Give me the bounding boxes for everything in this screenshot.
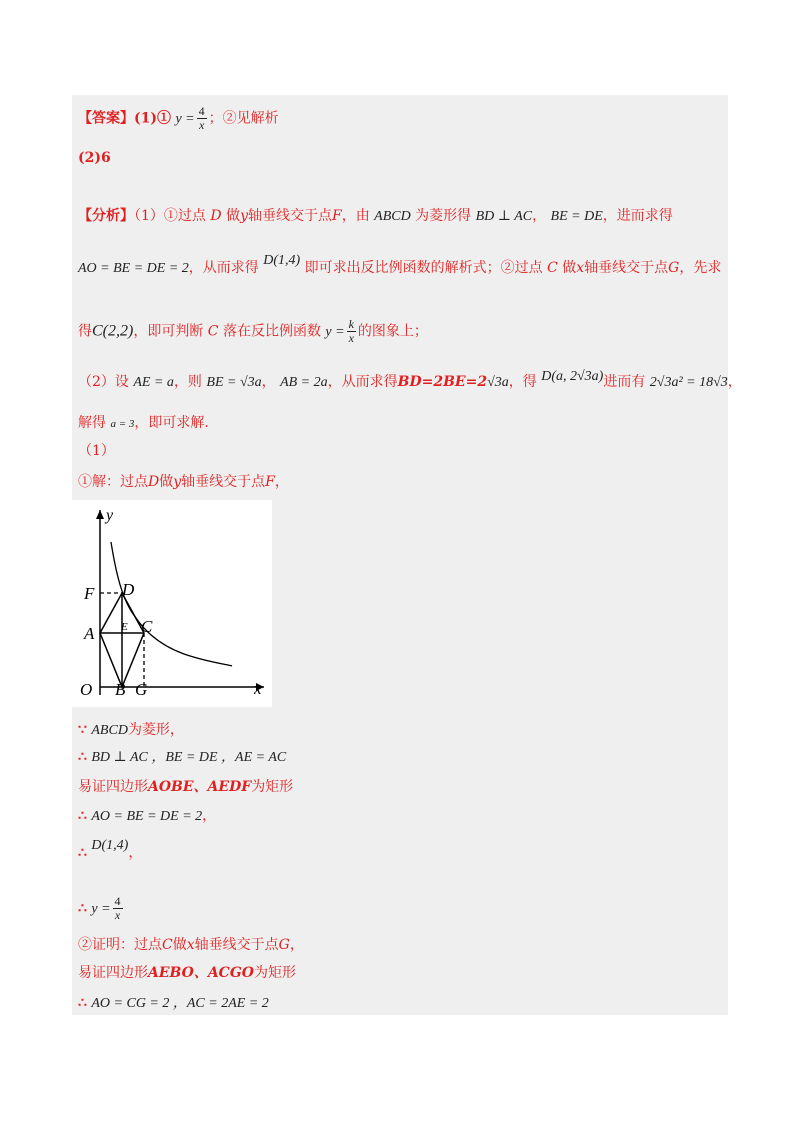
rhombus-figure — [72, 500, 272, 707]
e-label: E — [121, 621, 128, 633]
analysis-text: 解得 — [78, 415, 106, 431]
analysis-line-3 — [78, 318, 428, 345]
solution-math: BD ⊥ AC ，BE = DE ，AE = AC — [91, 750, 287, 765]
analysis-text: 落在反比例函数 — [222, 323, 321, 340]
solution-frac-den: x — [114, 908, 121, 922]
x-axis-label: x — [254, 679, 262, 698]
solution-math: ABCD — [91, 723, 128, 738]
analysis-text: ，从而求得 — [188, 260, 259, 276]
y-arrow — [96, 510, 104, 519]
solution-line-3 — [78, 720, 184, 741]
solution-line-2 — [78, 472, 289, 492]
analysis-line-4 — [78, 369, 742, 393]
analysis-var: y — [240, 208, 248, 224]
analysis-math: BD ⊥ AC — [475, 209, 533, 224]
solution-text: 做 — [172, 937, 187, 953]
analysis-fraction — [347, 318, 356, 345]
solution-text: 易证四边形 — [78, 779, 148, 795]
therefore-symbol: ∴ — [78, 749, 87, 765]
answer-frac-den: x — [198, 118, 205, 132]
o-label: O — [80, 680, 93, 699]
analysis-tag: 【分析】 — [78, 208, 134, 224]
analysis-math: √3a — [487, 375, 509, 390]
analysis-text: （2）设 — [78, 374, 129, 390]
analysis-text: ，进而求得 — [602, 208, 673, 224]
solution-var: F — [265, 474, 275, 490]
analysis-text: 轴垂线交于点 — [584, 260, 669, 276]
solution-line-1 — [78, 441, 115, 461]
d-label: D — [122, 580, 135, 599]
analysis-frac-den: x — [348, 331, 354, 345]
answer-eq-lhs: y = — [175, 111, 195, 127]
solution-text: ②证明：过点 — [78, 937, 162, 953]
figure-svg — [72, 500, 272, 707]
analysis-text: ， — [727, 374, 742, 390]
solution-var: y — [173, 474, 182, 490]
answer-line — [78, 105, 279, 132]
solution-var: x — [186, 937, 195, 953]
solution-frac-num: 4 — [114, 894, 121, 908]
solution-text: （1） — [78, 443, 115, 459]
analysis-math: y = — [325, 324, 345, 340]
analysis-line-2 — [78, 253, 722, 279]
analysis-math: BE = √3a — [206, 375, 262, 390]
analysis-math: D(1,4) — [263, 253, 301, 268]
b-label: B — [115, 680, 126, 699]
analysis-text: ，即可判断 — [133, 323, 204, 340]
analysis-text: 做 — [226, 208, 241, 224]
analysis-text: 得 — [78, 323, 92, 340]
analysis-math: C(2,2) — [92, 322, 134, 340]
analysis-math: D(a, 2√3a) — [541, 369, 604, 384]
solution-line-4 — [78, 747, 286, 768]
analysis-line-1 — [78, 206, 673, 227]
solution-var: D — [148, 474, 160, 490]
solution-line-7 — [78, 838, 143, 864]
analysis-text: ， — [261, 374, 276, 390]
answer-part2-text: (2)6 — [78, 150, 111, 166]
solution-bold-math: AOBE、AEDF — [148, 779, 252, 795]
analysis-frac-num: k — [348, 317, 354, 331]
solution-text: ， — [202, 808, 217, 824]
solution-text: 轴垂线交于点 — [181, 474, 266, 490]
analysis-math: AB = 2a — [280, 375, 328, 390]
answer-part2 — [78, 148, 111, 168]
analysis-text: ，得 — [508, 374, 537, 390]
analysis-math: a = 3 — [110, 418, 135, 430]
therefore-symbol: ∴ — [78, 808, 87, 824]
analysis-text: 轴垂线交于点 — [247, 208, 332, 224]
solution-line-5 — [78, 777, 293, 797]
analysis-text: 即可求出反比例函数的解析式；②过点 — [304, 260, 543, 276]
answer-fraction — [197, 105, 207, 132]
therefore-symbol: ∴ — [78, 900, 87, 917]
g-label: G — [135, 680, 148, 699]
solution-line-11 — [78, 993, 269, 1014]
solution-var: G — [278, 937, 290, 953]
analysis-var: C — [547, 260, 558, 276]
analysis-text: ，先求 — [679, 260, 722, 276]
analysis-text: ，由 — [341, 208, 370, 224]
solution-line-9 — [78, 935, 304, 955]
analysis-math: AO = BE = DE = 2 — [78, 261, 189, 276]
solution-line-8 — [78, 895, 125, 922]
analysis-text: （1）①过点 — [134, 208, 206, 224]
solution-math: AO = BE = DE = 2 — [91, 809, 203, 824]
analysis-var: x — [576, 260, 585, 276]
analysis-var: D — [210, 208, 222, 224]
analysis-math: 2√3a² = 18√3 — [649, 375, 728, 390]
solution-math: D(1,4) — [91, 838, 129, 853]
solution-text: 轴垂线交于点 — [194, 937, 279, 953]
solution-text: 为矩形 — [253, 965, 296, 981]
analysis-bold-math: BD=2BE=2 — [397, 374, 488, 390]
analysis-text: 为菱形得 — [415, 208, 472, 224]
answer-tag: 【答案】 — [78, 110, 134, 127]
solution-text: 为菱形， — [127, 722, 184, 738]
solution-text: 为矩形 — [251, 779, 294, 795]
y-axis-label: y — [106, 507, 114, 524]
analysis-math: AE = a — [133, 375, 174, 390]
analysis-text: ，从而求得 — [327, 374, 398, 390]
analysis-line-5 — [78, 413, 209, 434]
therefore-symbol: ∴ — [78, 995, 87, 1011]
analysis-math: ABCD — [374, 209, 411, 224]
analysis-text: ， — [532, 208, 547, 224]
analysis-text: ，则 — [173, 374, 202, 390]
solution-line-6 — [78, 806, 216, 827]
solution-bold-math: AEBO、ACGO — [148, 965, 254, 981]
analysis-text: 进而有 — [603, 374, 646, 390]
analysis-var: C — [207, 323, 219, 340]
solution-text: ， — [289, 937, 304, 953]
solution-text: ， — [274, 474, 289, 490]
analysis-math: BE = DE — [550, 209, 603, 224]
analysis-text: 的图象上； — [357, 323, 428, 340]
analysis-text: 做 — [562, 260, 577, 276]
solution-text: 做 — [159, 474, 174, 490]
f-label: F — [84, 584, 95, 603]
answer-frac-num: 4 — [198, 104, 205, 118]
solution-text: 易证四边形 — [78, 965, 148, 981]
analysis-var: F — [331, 208, 342, 224]
solution-math: y = — [91, 901, 111, 917]
solution-var: C — [162, 937, 173, 953]
a-label: A — [84, 624, 95, 643]
solution-text: ， — [128, 845, 143, 861]
analysis-text: ，即可求解. — [134, 415, 209, 431]
answer-part1-suffix: ；②见解析 — [208, 110, 279, 127]
therefore-symbol: ∴ — [78, 845, 87, 861]
answer-part1-prefix: (1)① — [134, 110, 171, 127]
hyperbola-curve — [111, 542, 232, 666]
analysis-var: G — [668, 260, 680, 276]
solution-line-10 — [78, 963, 296, 983]
solution-fraction — [113, 895, 123, 922]
because-symbol: ∵ — [78, 722, 87, 738]
c-label: C — [141, 617, 153, 636]
solution-math: AO = CG = 2 ，AC = 2AE = 2 — [91, 996, 269, 1011]
solution-text: ①解：过点 — [78, 474, 148, 490]
